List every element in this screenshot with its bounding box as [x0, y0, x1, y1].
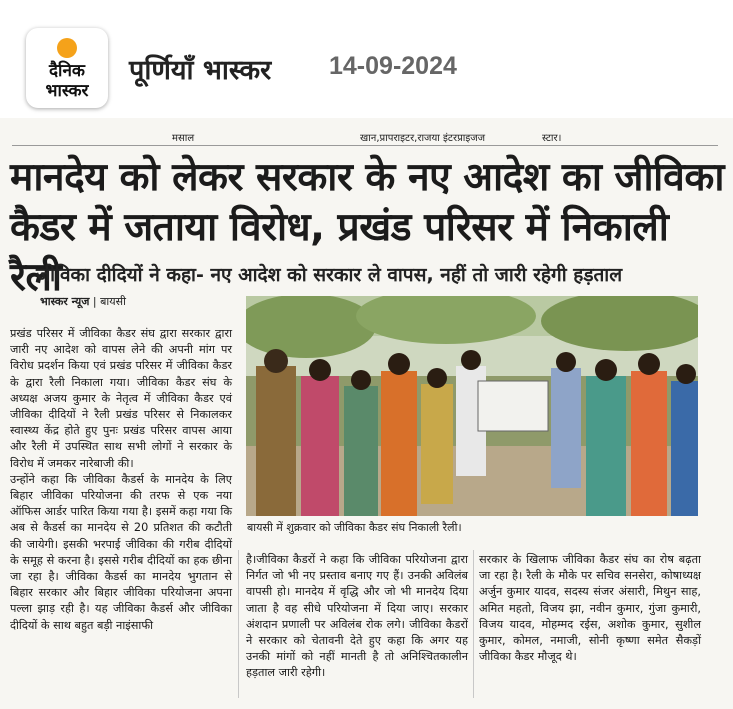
sun-logo-icon [57, 38, 77, 58]
article-subheadline: जीविका दीदियों ने कहा- नए आदेश को सरकार ले वापस, नहीं तो जारी रहेगी हड़ताल [36, 264, 623, 286]
column-separator [473, 550, 474, 698]
article-column-2 [246, 552, 468, 682]
fragment-text-3: स्टार। [542, 133, 562, 144]
paragraph: प्रखंड परिसर में जीविका कैडर संघ द्वारा सरकार द्वारा जारी नए आदेश को वापस लेने की अपनी मांग पर विरोध प्रदर्शन किया एवं प्रखंड परिसर में जीविका कैडर के द्वारा रैली निकाला गया। जीविका कैडर संघ के अध्यक्ष अजय कुमार के नेतृत्व में जीविका कैडर एवं जीविका दीदियों ने रैली प्रखंड परिसर से निकालकर स्वास्थ्य केंद्र होते हुए पुनः प्रखंड परिसर वापस आया और रैली में उपस्थित साथ सभी लोगों ने सरकार के विरोध में जमकर नारेबाजी की। [10, 327, 232, 470]
edition-date: 14-09-2024 [329, 52, 457, 80]
photo-caption: बायसी में शुक्रवार को जीविका कैडर संघ निकाली रैली। [247, 521, 462, 534]
paragraph: उन्होंने कहा कि जीविका कैडर्स के मानदेय के लिए बिहार जीविका परियोजना की तरफ से एक नया ऑफिस आर्डर पारित किया गया है। इसमें कहा गया कि अब से कैडर्स का मानदेय से 20 प्रतिशत की कटौती की जायेगी। इसकी भरपाई जीविका की गरीब दीदियों के समूह से करना है। इससे गरीब दीदियों का हक छीना जा रहा है। जीविका कैडर्स का मानदेय भुगतान से बिहार सरकार और बिहार जीविका परियोजना अपना पल्ला झाड़ रही है। यह जीविका कैडर्स और जीविका दीदियों के साथ बहुत बड़ी नाइंसाफी [10, 472, 232, 632]
rally-photo-illustration [246, 296, 698, 516]
dainik-bhaskar-logo[interactable] [26, 28, 108, 108]
fragment-text-1: मसाल [172, 133, 195, 144]
byline: भास्कर न्यूज | बायसी [40, 295, 126, 308]
fragment-text-2: खान,प्रापराइटर,राजया इंटरप्राइजज [360, 133, 486, 144]
edition-title: पूर्णियाँ भास्कर [129, 55, 272, 86]
column-separator [238, 550, 239, 698]
byline-place: बायसी [100, 295, 126, 308]
article-column-1 [10, 326, 232, 634]
site-header [0, 0, 733, 118]
logo-text-line1: दैनिक [49, 61, 85, 81]
previous-article-fragment [22, 128, 712, 144]
paragraph: है।जीविका कैडरों ने कहा कि जीविका परियोजना द्वारा निर्गत जो भी नए प्रस्ताव बनाए गए हैं। उनकी अविलंब वापसी हो। मानदेय में वृद्धि और जो भी मानदेय दिया जाता है वह सीधे परियोजना में दिया जाए। सरकार अंशदान प्रणाली पर अविलंब रोक लगे। जीविका कैडरों ने सरकार को चेतावनी देते हुए कहा कि अगर यह उनकी मांगों को नहीं मानती है तो अनिश्चितकालीन हड़ताल जारी रहेगी। [246, 553, 468, 680]
paragraph: सरकार के खिलाफ जीविका कैडर संघ का रोष बढ़ता जा रहा है। रैली के मौके पर सचिव सनसेरा, कोषाध्यक्ष अर्जुन कुमार यादव, सदस्य संजर अंसारी, मिथुन साह, अमित महतो, विजय झा, नवीन कुमार, गुंजा कुमारी, विजय यादव, मोहम्मद रईस, अशोक कुमार, सुशील कुमार, कोमल, नमाजी, सोनी कृष्णा समेत सैकड़ों जीविका कैडर मौजूद थे। [479, 553, 701, 664]
article-column-3 [479, 552, 701, 665]
byline-source: भास्कर न्यूज [40, 295, 90, 308]
rally-photo [246, 296, 698, 516]
article-headline: मानदेय को लेकर सरकार के नए आदेश का जीविका कैडर में जताया विरोध, प्रखंड परिसर में निकाली रैली [10, 155, 724, 300]
divider-rule [12, 145, 718, 146]
logo-text-line2: भास्कर [45, 81, 89, 101]
